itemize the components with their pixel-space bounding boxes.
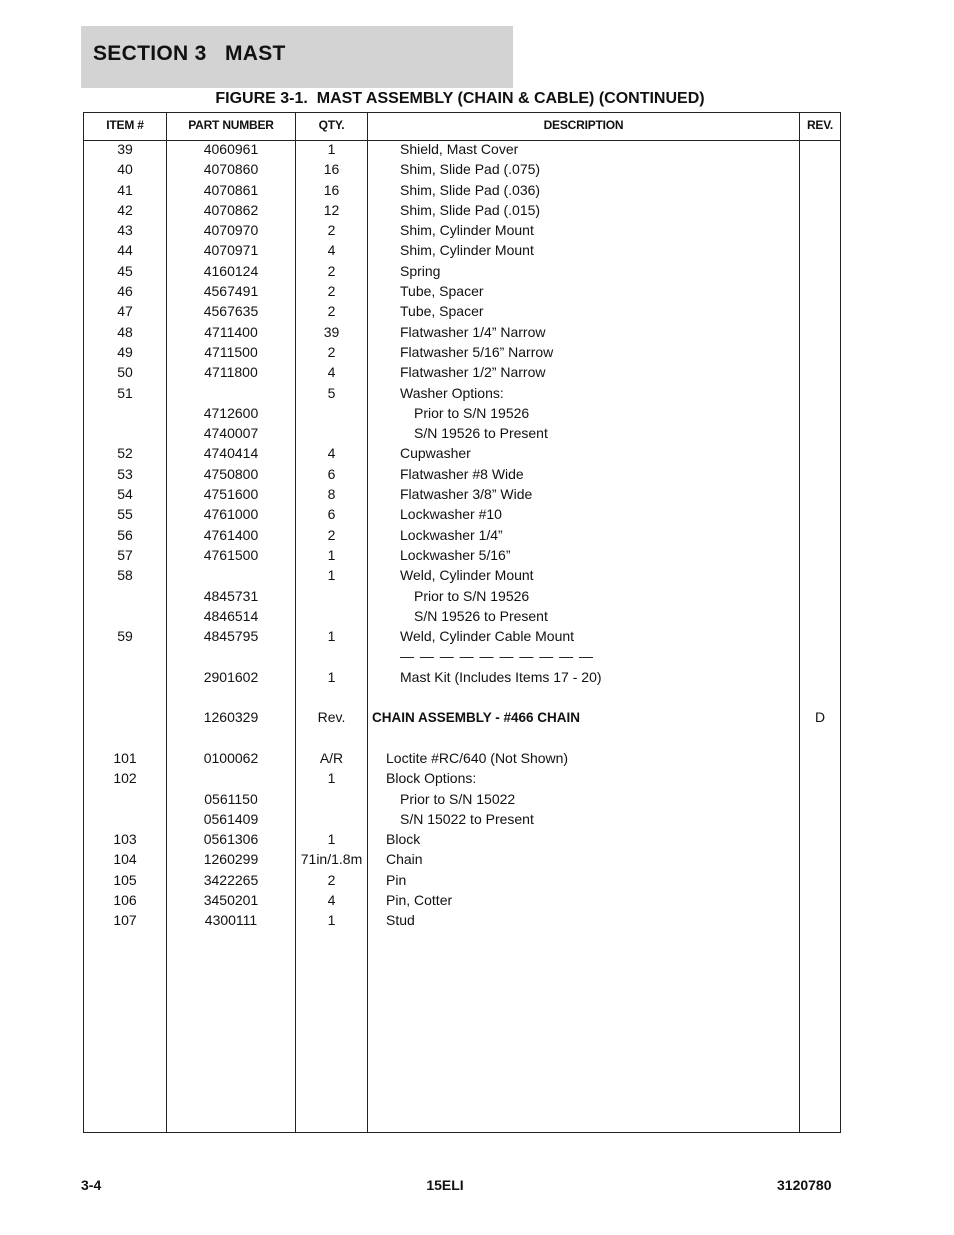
- quantity: 16: [323, 161, 340, 178]
- table-row: [84, 303, 840, 323]
- table-row: [84, 567, 840, 587]
- table-row: [84, 344, 840, 364]
- part-number: 3422265: [203, 871, 259, 888]
- table-row: [84, 141, 840, 161]
- table-row: [84, 608, 840, 628]
- description: Stud: [386, 912, 415, 929]
- model-name: 15ELI: [426, 1177, 464, 1193]
- description: Flatwasher #8 Wide: [400, 465, 524, 482]
- table-row: [84, 912, 840, 932]
- quantity: 2: [327, 343, 336, 360]
- part-number: 0561150: [204, 790, 258, 807]
- table-row: [84, 263, 840, 283]
- header-part-number: PART NUMBER: [188, 118, 274, 132]
- description: Chain: [386, 851, 423, 868]
- quantity: 1: [327, 628, 336, 645]
- table-row: [84, 791, 840, 811]
- item-number: 103: [113, 831, 137, 848]
- table-body: [84, 141, 840, 933]
- quantity: 8: [327, 486, 336, 503]
- quantity: A/R: [319, 749, 344, 766]
- description: Pin, Cotter: [386, 891, 453, 908]
- description: Flatwasher 1/4” Narrow: [400, 323, 546, 340]
- description: Block Options:: [386, 770, 477, 787]
- item-number: 48: [117, 323, 133, 340]
- description: Weld, Cylinder Cable Mount: [400, 628, 575, 645]
- quantity: 2: [327, 283, 336, 300]
- description: Block: [386, 831, 421, 848]
- description: Shim, Slide Pad (.015): [400, 201, 541, 218]
- page-number: 3-4: [81, 1177, 102, 1193]
- header-rev: REV.: [806, 118, 834, 132]
- part-number: 0561409: [203, 810, 259, 827]
- table-row: [84, 527, 840, 547]
- quantity: 1: [327, 141, 336, 157]
- item-number: 55: [117, 506, 133, 523]
- part-number: 1260329: [203, 709, 259, 726]
- quantity: 4: [327, 364, 336, 381]
- item-number: 46: [117, 283, 133, 300]
- item-number: 49: [117, 343, 133, 360]
- table-row: [84, 466, 840, 486]
- description: S/N 19526 to Present: [414, 425, 548, 442]
- figure-title: FIGURE 3-1. MAST ASSEMBLY (CHAIN & CABLE) (CONTINUED): [215, 90, 705, 107]
- item-number: 51: [117, 384, 133, 401]
- description: S/N 15022 to Present: [400, 810, 534, 827]
- quantity: 1: [327, 567, 336, 584]
- quantity: 2: [327, 222, 336, 239]
- item-number: 50: [117, 364, 133, 381]
- quantity: 2: [327, 303, 336, 320]
- item-number: 59: [117, 628, 133, 645]
- description: Shim, Cylinder Mount: [400, 242, 534, 259]
- description: S/N 19526 to Present: [414, 607, 548, 624]
- quantity: 1: [327, 912, 336, 929]
- item-number: 52: [117, 445, 133, 462]
- item-number: 107: [113, 912, 137, 929]
- quantity: 16: [323, 181, 340, 198]
- table-row: [84, 547, 840, 567]
- quantity: 1: [327, 770, 336, 787]
- table-row: [84, 222, 840, 242]
- item-number: 42: [117, 201, 133, 218]
- quantity: 2: [327, 262, 336, 279]
- part-number: 0561306: [203, 831, 259, 848]
- quantity: 1: [327, 546, 336, 563]
- quantity: 71in/1.8m: [300, 851, 363, 868]
- description: Flatwasher 1/2” Narrow: [400, 364, 546, 381]
- table-row: [84, 182, 840, 202]
- quantity: 1: [327, 668, 336, 685]
- table-row: [84, 648, 840, 668]
- description: CHAIN ASSEMBLY - #466 CHAIN: [372, 710, 581, 726]
- table-row: [84, 892, 840, 912]
- description: Shim, Cylinder Mount: [400, 222, 534, 239]
- table-row: [84, 770, 840, 790]
- part-number: 4070862: [203, 201, 259, 218]
- table-row: [84, 385, 840, 405]
- part-number: 4845731: [203, 587, 259, 604]
- table-row: [84, 851, 840, 871]
- part-number: 4070861: [203, 181, 259, 198]
- part-number: 4761400: [203, 526, 259, 543]
- description: Prior to S/N 15022: [400, 790, 516, 807]
- description: Flatwasher 3/8” Wide: [400, 486, 533, 503]
- table-row: [84, 202, 840, 222]
- table-row: [84, 709, 840, 729]
- description: Loctite #RC/640 (Not Shown): [386, 749, 569, 766]
- table-row: [84, 669, 840, 689]
- quantity: 4: [327, 891, 336, 908]
- item-number: 39: [117, 141, 133, 157]
- table-row: [84, 425, 840, 445]
- item-number: 102: [113, 770, 137, 787]
- item-number: 104: [113, 851, 137, 868]
- description: Shim, Slide Pad (.075): [400, 161, 541, 178]
- part-number: 4846514: [203, 607, 259, 624]
- part-number: 4567635: [203, 303, 259, 320]
- description: Mast Kit (Includes Items 17 - 20): [400, 668, 602, 685]
- part-number: 4751600: [203, 486, 259, 503]
- description: Cupwasher: [400, 445, 471, 462]
- part-number: 4070970: [203, 222, 259, 239]
- table-header-row: [84, 113, 840, 141]
- revision: D: [814, 709, 826, 726]
- parts-table: [83, 112, 841, 1133]
- document-number: 3120780: [777, 1177, 832, 1193]
- description: Shim, Slide Pad (.036): [400, 181, 541, 198]
- part-number: 4070860: [203, 161, 259, 178]
- description: Lockwasher 1/4”: [400, 526, 503, 543]
- description: Flatwasher 5/16” Narrow: [400, 343, 554, 360]
- item-number: 45: [117, 262, 133, 279]
- item-number: 40: [117, 161, 133, 178]
- item-number: 47: [117, 303, 133, 320]
- description: Lockwasher 5/16”: [400, 546, 511, 563]
- part-number: 4567491: [203, 283, 259, 300]
- header-item: ITEM #: [106, 118, 144, 132]
- part-number: 3450201: [203, 891, 259, 908]
- quantity: 6: [327, 465, 336, 482]
- part-number: 4761000: [203, 506, 259, 523]
- section-header: [81, 26, 513, 88]
- table-row: [84, 689, 840, 709]
- table-row: [84, 811, 840, 831]
- quantity: 39: [323, 323, 340, 340]
- quantity: 4: [327, 242, 336, 259]
- table-row: [84, 445, 840, 465]
- item-number: 41: [117, 181, 133, 198]
- quantity: 6: [327, 506, 336, 523]
- quantity: Rev.: [317, 709, 346, 726]
- quantity: 2: [327, 526, 336, 543]
- table-row: [84, 486, 840, 506]
- header-description: DESCRIPTION: [543, 118, 624, 132]
- header-qty: QTY.: [318, 118, 345, 132]
- table-row: [84, 730, 840, 750]
- quantity: 4: [327, 445, 336, 462]
- part-number: 1260299: [203, 851, 259, 868]
- table-row: [84, 324, 840, 344]
- part-number: 0100062: [203, 749, 259, 766]
- table-row: [84, 242, 840, 262]
- table-row: [84, 588, 840, 608]
- table-row: [84, 628, 840, 648]
- description: Weld, Cylinder Mount: [400, 567, 534, 584]
- part-number: 4711800: [204, 364, 258, 381]
- item-number: 106: [113, 891, 137, 908]
- table-row: [84, 750, 840, 770]
- part-number: 4712600: [203, 404, 259, 421]
- item-number: 58: [117, 567, 133, 584]
- description: Lockwasher #10: [400, 506, 502, 523]
- part-number: 4160124: [203, 262, 259, 279]
- description: Washer Options:: [400, 384, 504, 401]
- description: Prior to S/N 19526: [414, 587, 530, 604]
- item-number: 53: [117, 465, 133, 482]
- table-row: [84, 405, 840, 425]
- part-number: 4070971: [203, 242, 259, 259]
- part-number: 4740414: [203, 445, 259, 462]
- quantity: 2: [327, 871, 336, 888]
- item-number: 56: [117, 526, 133, 543]
- description: Prior to S/N 19526: [414, 404, 530, 421]
- description: Spring: [400, 262, 441, 279]
- part-number: 2901602: [203, 668, 259, 685]
- part-number: 4060961: [203, 141, 259, 157]
- description: — — — — — — — — — —: [400, 648, 595, 665]
- item-number: 105: [113, 871, 137, 888]
- table-row: [84, 872, 840, 892]
- table-row: [84, 283, 840, 303]
- description: Tube, Spacer: [400, 303, 484, 320]
- quantity: 1: [327, 831, 336, 848]
- part-number: 4845795: [203, 628, 259, 645]
- description: Shield, Mast Cover: [400, 141, 519, 157]
- item-number: 54: [117, 486, 133, 503]
- table-row: [84, 506, 840, 526]
- part-number: 4711500: [204, 343, 258, 360]
- item-number: 44: [117, 242, 133, 259]
- part-number: 4740007: [203, 425, 259, 442]
- quantity: 12: [323, 201, 340, 218]
- table-row: [84, 161, 840, 181]
- table-row: [84, 364, 840, 384]
- section-title: SECTION 3 MAST: [93, 42, 286, 65]
- description: Pin: [386, 871, 407, 888]
- quantity: 5: [327, 384, 336, 401]
- item-number: 57: [117, 546, 133, 563]
- description: Tube, Spacer: [400, 283, 484, 300]
- part-number: 4750800: [203, 465, 259, 482]
- item-number: 43: [117, 222, 133, 239]
- part-number: 4761500: [203, 546, 259, 563]
- table-row: [84, 831, 840, 851]
- part-number: 4300111: [204, 912, 258, 929]
- part-number: 4711400: [204, 323, 258, 340]
- item-number: 101: [113, 749, 137, 766]
